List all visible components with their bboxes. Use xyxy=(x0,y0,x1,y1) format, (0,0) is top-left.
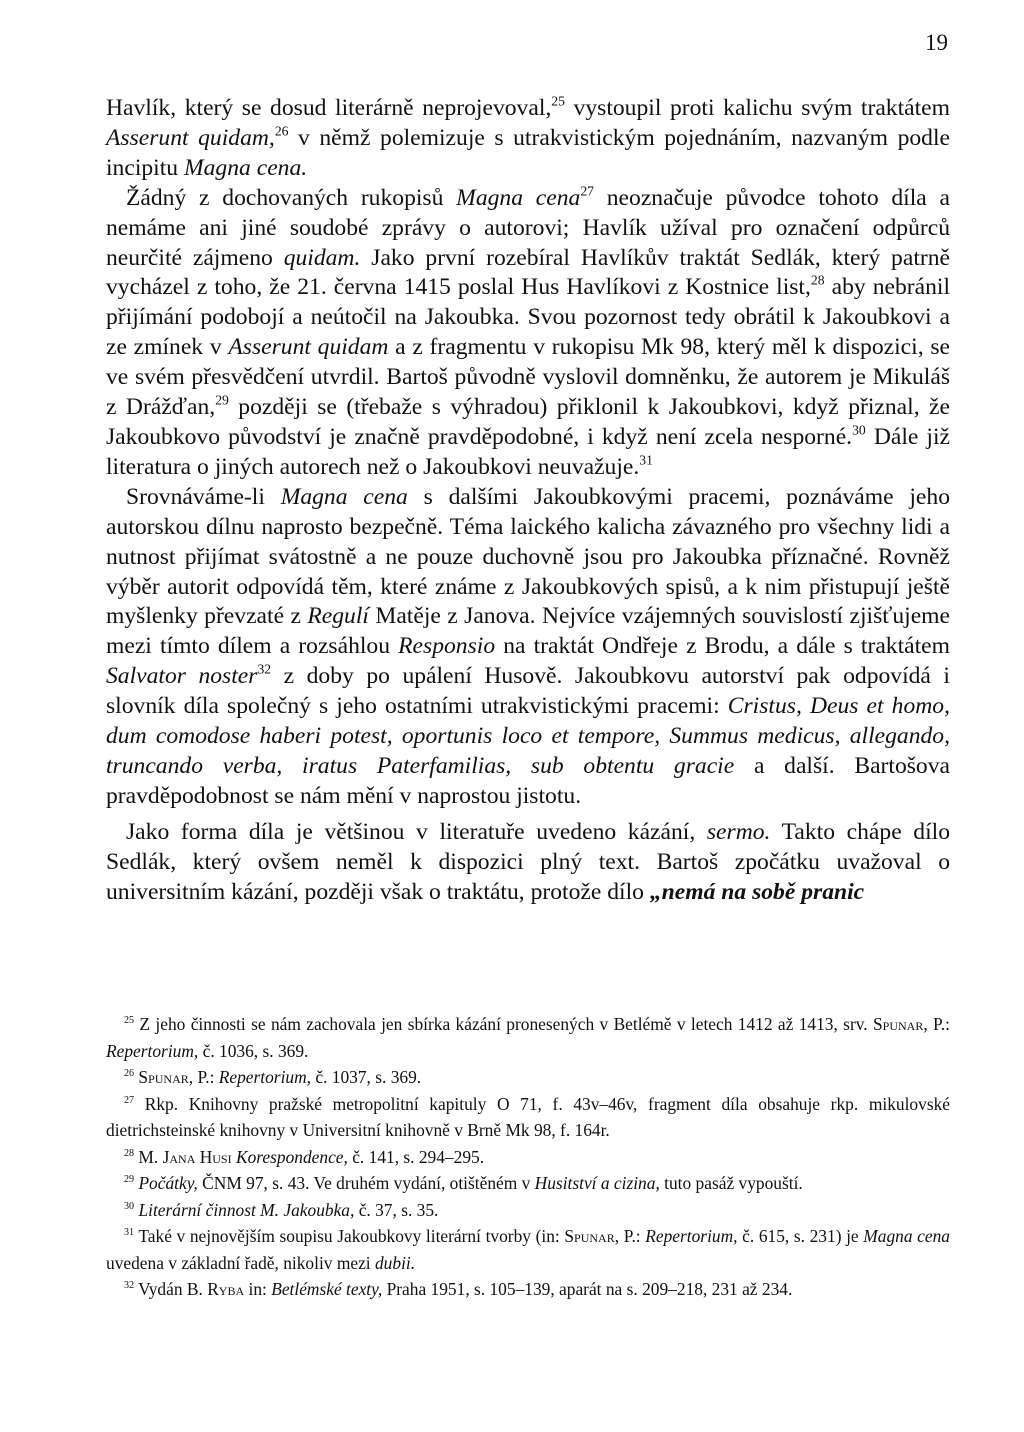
footnote-29: $^{29}$ Počátky, ČNM 97, s. 43. Ve druhém vydání, otištěném v Husitství a cizina, tuto pasáž vypouští. xyxy=(124,1173,803,1193)
paragraph-1: Havlík, který se dosud literárně neprojevoval,$^{25}$ vystoupil proti kalichu svým traktátem Asserunt quidam,$^{26}$ v němž polemizuje s utrakvistickým pojednáním, nazvaným podle incipitu Magna cena. xyxy=(106,93,951,181)
footnote-31: $^{31}$ Také v nejnovějším soupisu Jakoubkovy literární tvorby (in: Spunar, P.: Repertorium, č. 615, s. 231) je Magna cena uvedena v základní řadě, nikoliv mezi dubii. xyxy=(106,1226,950,1273)
paragraph-4: Jako forma díla je většinou v literatuře uvedeno kázání, sermo. Takto chápe dílo Sedlák, který ovšem neměl k dispozici plný text. Bartoš zpočátku uvažoval o universitním kázání, později však o traktátu, protože dílo „nemá na sobě pranic xyxy=(106,818,950,905)
footnote-30: $^{30}$ Literární činnost M. Jakoubka, č. 37, s. 35. xyxy=(124,1199,439,1220)
paragraph-3: Srovnáváme-li Magna cena s dalšími Jakoubkovými pracemi, poznáváme jeho autorskou dílnu naprosto bezpečně. Téma laického kalicha závazného pro všechny lidi a nutnost přijímat svátostně a ne pouze duchovně jsou pro Jakoubka příznačné. Rovněž výběr autorit odpovídá těm, které známe z Jakoubkových spisů, a k nim přistupují ještě myšlenky převzaté z Regulí Matěje z Janova. Nejvíce vzájemných souvislostí zjišťujeme mezi tímto dílem a rozsáhlou Responsio na traktát Ondřeje z Brodu, a dále s traktátem Salvator noster$^{32}$ z doby po upálení Husově. Jakoubkovu autorství pak odpovídá i slovník díla společný s jeho ostatními utrakvistickými pracemi: Cristus, Deus et homo, dum comodose haberi potest, oportunis loco et tempore, Summus medicus, allegando, truncando verba, iratus Paterfamilias, sub obtentu gracie a další. Bartošova pravděpodobnost se nám mění v naprostou jistotu. xyxy=(106,483,950,809)
footnote-27: $^{27}$ Rkp. Knihovny pražské metropolitní kapituly O 71, f. 43v–46v, fragment díla obsahuje rkp. mikulovské dietrichsteinské knihovny v Universitní knihovně v Brně Mk 98, f. 164r. xyxy=(106,1093,950,1140)
footnote-ref-28: 28 xyxy=(810,272,825,288)
footnote-25: $^{25}$ Z jeho činnosti se nám zachovala jen sbírka kázání pronesených v Betlémě v letech 1412 až 1413, srv. Spunar, P.: Repertorium, č. 1036, s. 369. xyxy=(106,1014,950,1061)
footnote-ref-31: 31 xyxy=(639,452,653,468)
footnote-ref-25: 25 xyxy=(551,93,565,109)
footnote-ref-29: 29 xyxy=(215,392,229,408)
footnote-ref-26: 26 xyxy=(274,123,289,139)
footnote-28: $^{28}$ M. Jana Husi Korespondence, č. 141, s. 294–295. xyxy=(124,1146,485,1167)
footnote-ref-27: 27 xyxy=(580,183,594,199)
main-text xyxy=(106,94,950,907)
footnotes xyxy=(106,1011,950,1303)
footnote-26: $^{26}$ Spunar, P.: Repertorium, č. 1037, s. 369. xyxy=(124,1067,422,1087)
footnote-32: $^{32}$ Vydán B. Ryba in: Betlémské texty, Praha 1951, s. 105–139, aparát na s. 209–218, 231 až 234. xyxy=(124,1279,793,1299)
paragraph-2: Žádný z dochovaných rukopisů Magna cena$^{27}$ neoznačuje původce tohoto díla a nemáme ani jiné soudobé zprávy o autorovi; Havlík užíval pro označení odpůrců neurčité zájmeno quidam. Jako první rozebíral Havlíkův traktát Sedlák, který patrně vycházel z toho, že 21. června 1415 poslal Hus Havlíkovi z Kostnice list,$^{28}$ aby nebránil přijímání podobojí a neútočil na Jakoubka. Svou pozornost tedy obrátil k Jakoubkovi a ze zmínek v Asserunt quidam a z fragmentu v rukopisu Mk 98, který měl k dispozici, se ve svém přesvědčení utvrdil. Bartoš původně vyslovil domněnku, že autorem je Mikuláš z Drážďan,$^{29}$ později se (třebaže s výhradou) přiklonil k Jakoubkovi, když přiznal, že Jakoubkovo původství je značně pravděpodobné, i když není zcela nesporné.$^{30}$ Dále již literatura o jiných autorech než o Jakoubkovi neuvažuje.$^{31}$ xyxy=(106,183,950,480)
footnote-ref-32: 32 xyxy=(257,661,272,677)
footnote-ref-30: 30 xyxy=(852,422,866,438)
page-number: 19 xyxy=(925,30,948,55)
